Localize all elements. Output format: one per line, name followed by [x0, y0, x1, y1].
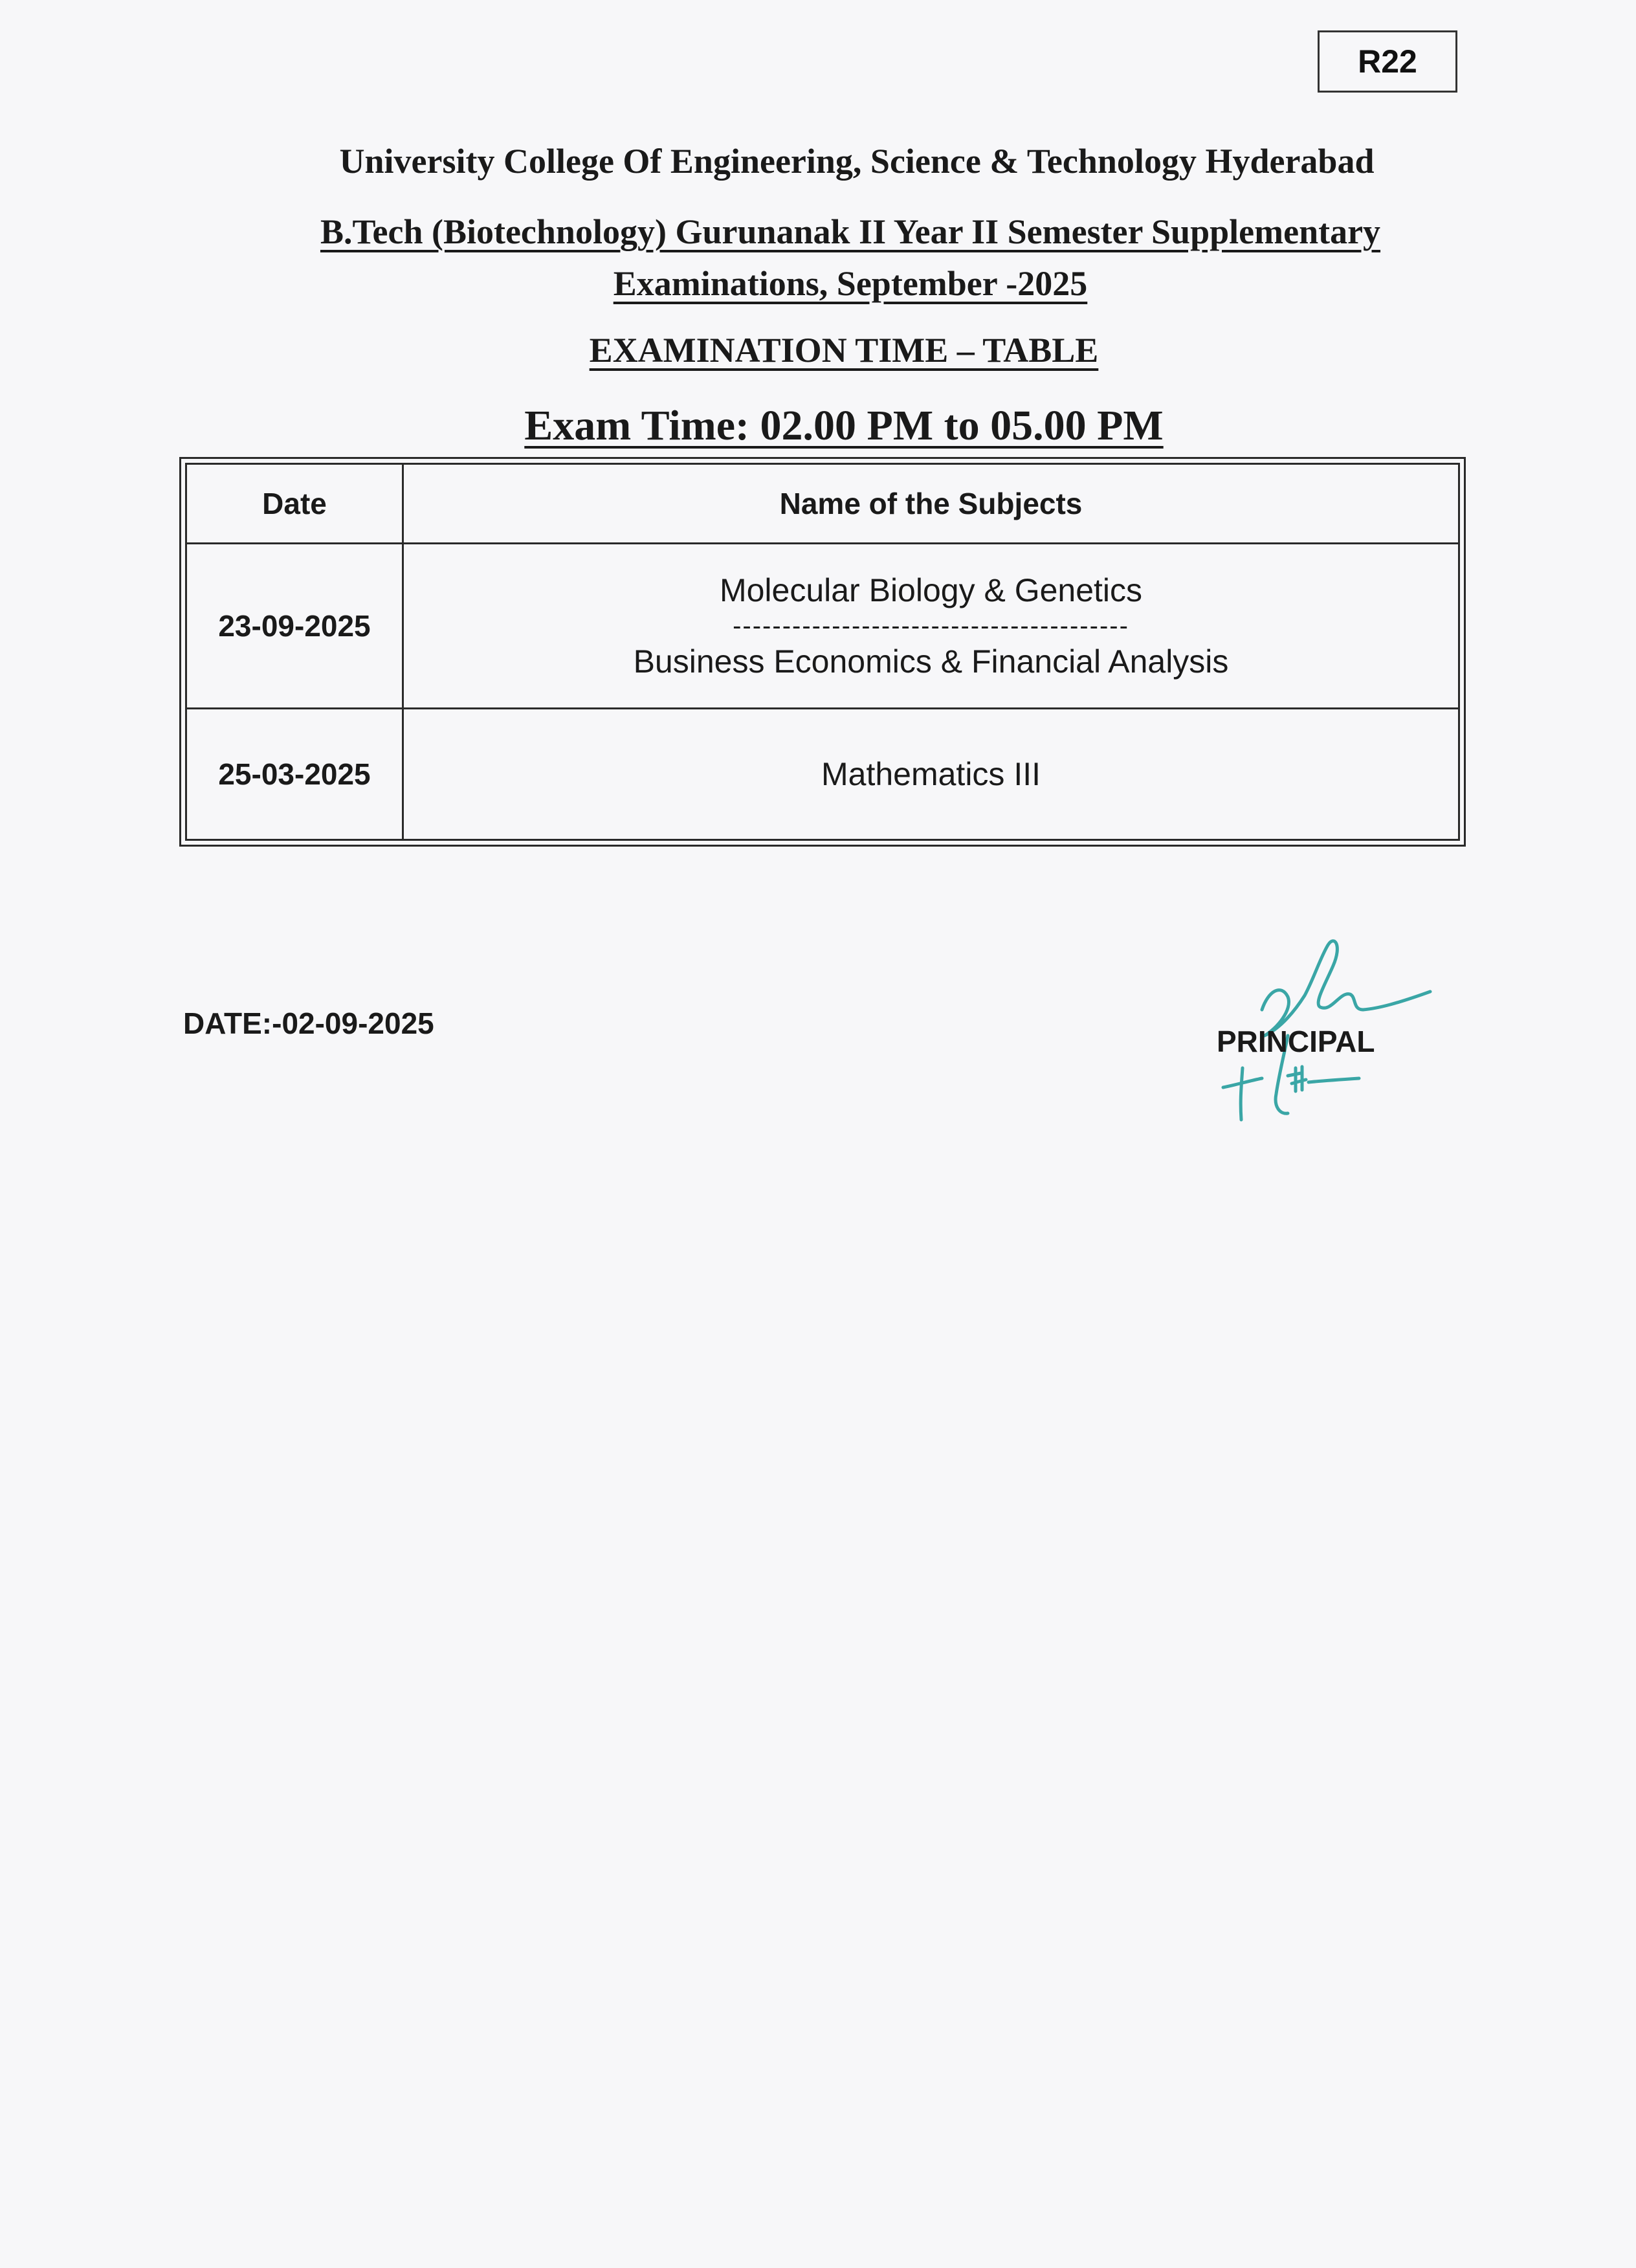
principal-label: PRINCIPAL [1217, 1025, 1375, 1058]
college-name: University College Of Engineering, Science & Technology Hyderabad [339, 142, 1375, 181]
subject-name: Business Economics & Financial Analysis [633, 643, 1229, 680]
timetable-grid [185, 463, 1460, 841]
subject-separator: ---------------------------------------- [733, 612, 1129, 640]
program-title [0, 206, 1636, 309]
subjects-cell [403, 544, 1459, 709]
principal-signature [1126, 906, 1450, 1139]
subjects-cell [403, 709, 1459, 840]
regulation-badge: R22 [1318, 30, 1457, 93]
subject-name: Molecular Biology & Genetics [719, 572, 1143, 608]
table-header-row [186, 464, 1459, 544]
column-header-date: Date [186, 464, 403, 544]
exam-time: Exam Time: 02.00 PM to 05.00 PM [524, 402, 1164, 449]
program-title-line-1: B.Tech (Biotechnology) Gurunanak II Year II Semester Supplementary [320, 212, 1381, 251]
exam-date-cell: 23-09-2025 [186, 544, 403, 709]
column-header-subjects: Name of the Subjects [403, 464, 1459, 544]
table-row [186, 544, 1459, 709]
table-row [186, 709, 1459, 840]
subject-name: Mathematics III [821, 756, 1041, 792]
program-title-line-2: Examinations, September -2025 [613, 264, 1088, 303]
exam-date-cell: 25-03-2025 [186, 709, 403, 840]
exam-timetable [179, 457, 1466, 847]
issue-date: DATE:-02-09-2025 [183, 1006, 434, 1040]
timetable-title: EXAMINATION TIME – TABLE [589, 331, 1099, 370]
